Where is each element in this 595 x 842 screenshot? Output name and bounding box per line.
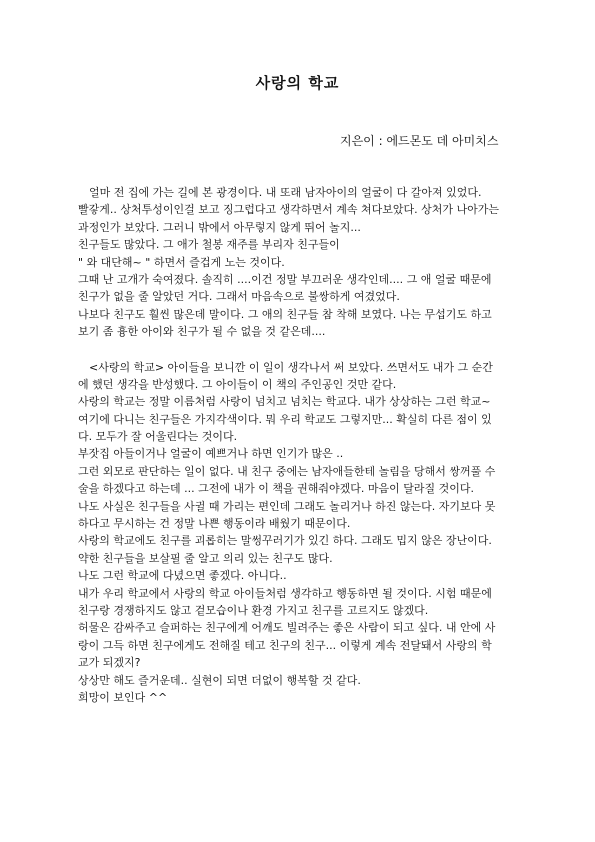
paragraph-1 (78, 184, 558, 341)
text-line: 희망이 보인다 ^^ (78, 690, 168, 704)
text-line: 빨갛게.. 상처투성이인걸 보고 징그럽다고 생각하면서 계속 쳐다보았다. 상처가 나아가는 (78, 203, 499, 217)
text-line: 그런 외모로 판단하는 일이 없다. 내 친구 중에는 남자애들한테 놀림을 당해서 쌍꺼풀 수 (78, 464, 496, 478)
text-line: 상상만 해도 즐거운데.. 실현이 되면 더없이 행복할 것 같다. (78, 673, 361, 687)
author-line: 지은이 : 에드몬도 데 아미치스 (340, 134, 499, 148)
text-line: 여기에 다니는 친구들은 가지각색이다. 뭐 우리 학교도 그렇지만... 확실히 다른 점이 있 (78, 412, 492, 426)
text-line: 에 했던 생각을 반성했다. 그 아이들이 이 책의 주인공인 것만 같다. (78, 377, 397, 391)
document-title: 사랑의 학교 (255, 74, 340, 92)
text-line: 그때 난 고개가 숙여졌다. 솔직히 ....이건 정말 부끄러운 생각인데.... 그 애 얼굴 때문에 (78, 272, 492, 286)
text-line: 부잣집 아들이거나 얼굴이 예쁘거나 하면 인기가 많은 .. (78, 447, 344, 461)
paragraph-spacer (78, 341, 558, 359)
text-line: <사랑의 학교> 아이들을 보니깐 이 일이 생각나서 써 보았다. 쓰면서도 내가 그 순간 (89, 360, 493, 374)
text-line: 다. 모두가 잘 어울린다는 것이다. (78, 430, 238, 444)
text-line: 사랑의 학교는 정말 이름처럼 사랑이 넘치고 넘치는 학교다. 내가 상상하는 그런 학교~ (78, 395, 491, 409)
text-line: 나도 사실은 친구들을 사귈 때 가리는 편인데 그래도 놀리거나 하진 않는다. 자기보다 못 (78, 499, 496, 513)
text-line: 얼마 전 집에 가는 길에 본 광경이다. 내 또래 남자아이의 얼굴이 다 갈아져 있었다. (89, 186, 482, 199)
text-line: 과정인가 보았다. 그러니 밖에서 아무렇지 않게 뛰어 놀지... (78, 220, 361, 234)
text-line: 친구랑 경쟁하지도 않고 겉모습이나 환경 가지고 친구를 고르지도 않겠다. (78, 603, 429, 617)
text-line: 친구들도 많았다. 그 애가 철봉 재주를 부리자 친구들이 (78, 238, 340, 252)
text-line: 약한 친구들을 보살필 줄 알고 의리 있는 친구도 많다. (78, 551, 333, 565)
text-line: 보기 좀 흉한 아이와 친구가 될 수 없을 것 같은데.... (78, 325, 326, 339)
text-line: 나도 그런 학교에 다녔으면 좋겠다. 아니다.. (78, 569, 287, 583)
text-line: 허물은 감싸주고 슬퍼하는 친구에게 어깨도 빌려주는 좋은 사람이 되고 싶다. 내 안에 사 (78, 621, 496, 635)
text-line: 교가 되겠지? (78, 656, 141, 670)
text-line: 내가 우리 학교에서 사랑의 학교 아이들처럼 생각하고 행동하면 될 것이다. 시험 때문에 (78, 586, 492, 600)
text-line: 나보다 친구도 훨씬 많은데 말이다. 그 애의 친구들 참 착해 보였다. 나는 무섭기도 하고 (78, 307, 492, 321)
text-line: 친구가 없을 줄 알았던 거다. 그래서 마음속으로 불쌍하게 여겼었다. (78, 290, 400, 304)
text-line: 하다고 무시하는 건 정말 나쁜 행동이라 배웠기 때문이다. (78, 517, 351, 531)
text-line: 술을 하겠다고 하는데 ... 그전에 내가 이 책을 권해줘야겠다. 마음이 달라질 것이다. (78, 482, 474, 496)
essay-body (78, 184, 558, 706)
text-line: 랑이 그득 하면 친구에게도 전해질 테고 친구의 친구... 이렇게 계속 전달돼서 사랑의 학 (78, 638, 492, 652)
text-line: " 와 대단해~ " 하면서 즐겁게 노는 것이다. (78, 255, 285, 269)
text-line: 사랑의 학교에도 친구를 괴롭히는 말썽꾸러기가 있긴 하다. 그래도 밉지 않은 장난이다. (78, 534, 492, 548)
paragraph-2 (78, 359, 558, 707)
